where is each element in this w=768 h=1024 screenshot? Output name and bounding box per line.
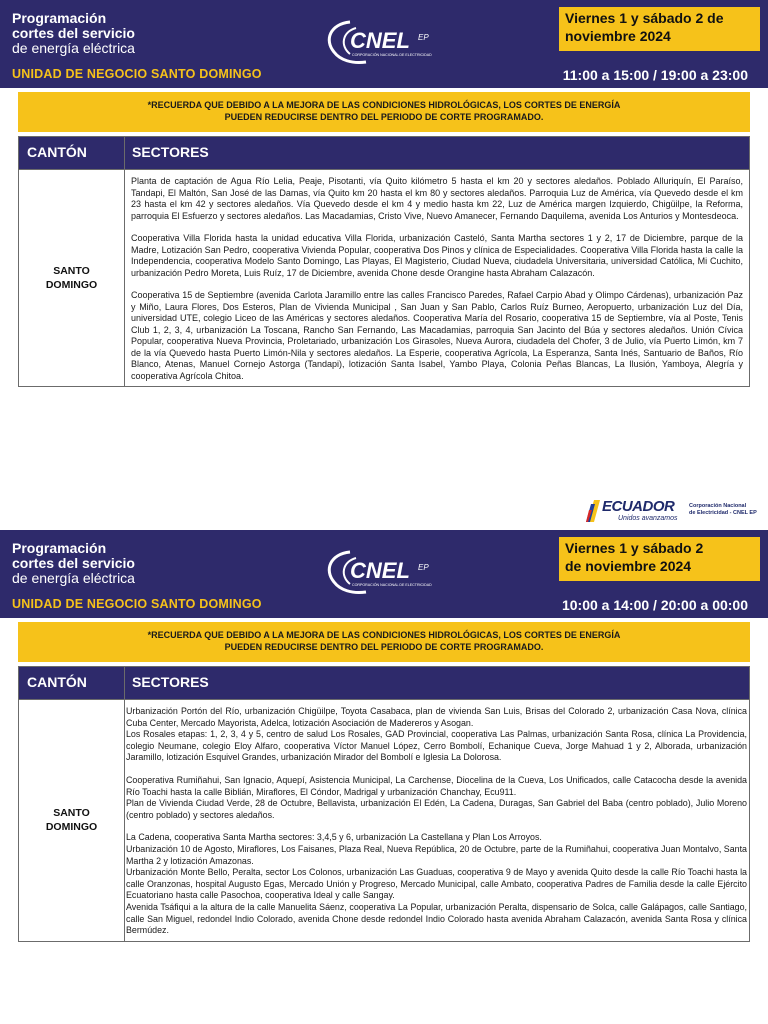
title-line-2: cortes del servicio: [12, 25, 135, 41]
sectors-header: SECTORES: [132, 144, 209, 160]
canton-cell: [19, 700, 125, 941]
header-title: [12, 541, 135, 586]
table-row: [19, 170, 749, 386]
ecuador-logo: [584, 496, 760, 526]
notice-line-2: PUEDEN REDUCIRSE DENTRO DEL PERIODO DE CORTE PROGRAMADO.: [224, 642, 544, 652]
date-line-2: de noviembre 2024: [565, 558, 692, 574]
notice-banner: [18, 92, 750, 132]
canton-header: CANTÓN: [27, 674, 87, 690]
time-range: 11:00 a 15:00 / 19:00 a 23:00: [562, 67, 748, 83]
header-title: [12, 11, 135, 56]
sector-paragraph: Cooperativa Rumiñahui, San Ignacio, Aquepí, Asistencia Municipal, La Carchense, Diocelina de la Cueva, Los Unificados, calle Catacocha desde la avenida Río Toachi hasta la calle Biblián, Miraflores, El Cóndor, Madrigal y urbanización Chanchay, Ecu911.: [126, 774, 747, 797]
corp-name: [689, 503, 757, 517]
corp-line-1: Corporación Nacional: [689, 503, 747, 509]
logo-text: CNEL: [350, 558, 410, 583]
canton-header: CANTÓN: [27, 144, 87, 160]
business-unit-label: UNIDAD DE NEGOCIO SANTO DOMINGO: [12, 67, 262, 81]
date-line-1: Viernes 1 y sábado 2 de: [565, 10, 724, 26]
canton-line-2: DOMINGO: [45, 821, 98, 834]
table-header: [19, 667, 749, 700]
logo-suffix: EP: [418, 563, 429, 572]
sector-paragraph: Plan de Vivienda Ciudad Verde, 28 de Octubre, Bellavista, urbanización El Edén, La Cadena, Duragas, San Gabriel del Baba (centro poblado), Julio Moreno (centro poblado) y sectores aledaños.: [126, 798, 747, 820]
sector-paragraph: Planta de captación de Agua Río Lelia, Peaje, Pisotanti, vía Quito kilómetro 5 hasta el km 20 y sectores aledaños. Poblado Alluriquín, El Paraíso, Tandapi, El Maltón, San José de las Damas, vía Quito km 20 hasta el km 80 y sectores aledaños. Parroquia Luz de América, vía Quevedo desde el km 23 hasta el km 42 y sectores aledaños. Vía Quevedo desde el km 4 y medio hasta km 22, Luz de América margen Izquierdo, Chigüilpe, la Reforma, parroquia El Esfuerzo y sectores aledaños. Las Macadamias, Cristo Vive, Nuevo Amanecer, Fernando Daquilema, avenida Los Anturios y Montesdeoca.: [131, 176, 743, 221]
table-row: [19, 700, 749, 941]
sectors-cell: [125, 170, 749, 386]
ecuador-brand: ECUADOR: [602, 498, 675, 515]
notice-line-1: *RECUERDA QUE DEBIDO A LA MEJORA DE LAS CONDICIONES HIDROLÓGICAS, LOS CORTES DE ENERGÍA: [147, 630, 621, 640]
title-line-3: de energía eléctrica: [12, 40, 135, 56]
sector-paragraph: Urbanización Portón del Río, urbanización Chigüilpe, Toyota Casabaca, plan de vivienda San Luis, Brisas del Colorado 2, urbanización Casa Nova, clínica Cuba Center, Mercado Mayorista, Adelca, lotización Asociación de Madereros y Asogan.: [126, 706, 747, 728]
date-line-1: Viernes 1 y sábado 2: [565, 540, 704, 556]
title-line-1: Programación: [12, 10, 107, 26]
sector-paragraph: Los Rosales etapas: 1, 2, 3, 4 y 5, centro de salud Los Rosales, GAD Provincial, cooperativa Las Palmas, urbanización Santa Rosa, clínica La Providencia, colegio Neumane, colegio Eloy Alfaro, cooperativa Víctor Manuel López, Cerro Bombolí, Echanique Cueva, Jorge Mahuad 1 y 2, Alborada, urbanización Jaramillo, lotización Esquivel Grandes, urbanización Mirador del Bombolí e Iglesia La Dolorosa.: [126, 729, 747, 763]
corp-line-2: de Electricidad - CNEL EP: [689, 510, 757, 516]
notice-banner: [18, 622, 750, 662]
logo-tagline: CORPORACIÓN NACIONAL DE ELECTRICIDAD: [352, 53, 432, 57]
canton-line-1: SANTO: [53, 265, 90, 277]
sector-paragraph: Cooperativa 15 de Septiembre (avenida Carlota Jaramillo entre las calles Francisco Paredes, Rafael Carpio Abad y Olimpo Cárdenas), urbanización Paz y Miño, Laura Flores, Dos Esteros, Plan de Vivienda Municipal , San Juan y San Pablo, Carlos Ruíz Burneo, Aeropuerto, urbanización Luz del Día, universidad UTE, colegio Liceo de las Américas y sectores aledaños. Cooperativa María del Rosario, cooperativa 15 de Septiembre, vía al Poste, Tenis Club 1, 2, 3, 4, urbanización La Toscana, Rancho San Fernando, Las Macadamias, parroquia San Jacinto del Búa y sectores aledaños. Unión Cívica Popular, cooperativa Nueva Provincia, Proletariado, urbanización Los Girasoles, Nueva Aurora, ciudadela del Chofer, 3 de Julio, vía Puerto Limón, km 7 de la vía Quevedo hasta Puerto Limón-Nila y sectores aledaños. La Esperie, cooperativa Agrícola, La Esperanza, Santa Inés, Santuario de Baños, Río Blanco, Atenas, Manuel Cornejo Astorga (Tandapi), lotización Santa Isabel, Yambo Playa, Colonia Peñas Blancas, La Ilusión, Yamboya, Alegría y cooperativa Agrícola Chitoa.: [131, 290, 743, 381]
sector-paragraph: Avenida Tsáfiqui a la altura de la calle Manuelita Sáenz, cooperativa La Popular, urbanización Peralta, dispensario de Solca, calle Galápagos, calle Santiago, calle San Miguel, redondel Indio Colorado, avenida Chone desde redondel Indio Colorado hasta avenida Abraham Calazacón, avenida Santa Rosa y clínica Bermúdez.: [126, 901, 747, 936]
sector-paragraph: Urbanización 10 de Agosto, Miraflores, Los Faisanes, Plaza Real, Nueva República, 20 de Octubre, parte de la Rumiñahui, cooperativa Juan Montalvo, Santa Martha 2 y lotización Amazonas.: [126, 843, 747, 866]
cnel-logo: [322, 548, 452, 596]
canton-cell: [19, 170, 125, 386]
header-banner: [0, 0, 768, 88]
sector-paragraph: Cooperativa Villa Florida hasta la unidad educativa Villa Florida, urbanización Casteló, Santa Martha sectores 1 y 2, 17 de Diciembre, parque de la Madre, Lotización San Pedro, cooperativa Vivienda Popular, cooperativa Dos Pinos y clínica de Especialidades. Cooperativa Villa Florida hasta la calle la Independencia, cooperativa Modelo Santo Domingo, Las Playas, El Magisterio, Ciudad Nueva, ciudadela Universitaria, universidad Católica, Mi Cuchito, urbanización Pedro Moreta, Luis Ruíz, 17 de Diciembre, avenida Chone desde Orangine hasta Abraham Calazacón.: [131, 233, 743, 278]
sectors-header: SECTORES: [132, 674, 209, 690]
notice-line-2: PUEDEN REDUCIRSE DENTRO DEL PERIODO DE CORTE PROGRAMADO.: [224, 112, 544, 122]
title-line-3: de energía eléctrica: [12, 570, 135, 586]
date-box: [559, 537, 760, 581]
header-banner: [0, 530, 768, 618]
ecuador-slogan: Unidos avanzamos: [618, 515, 678, 522]
time-range: 10:00 a 14:00 / 20:00 a 00:00: [561, 597, 748, 613]
title-line-2: cortes del servicio: [12, 555, 135, 571]
business-unit-label: UNIDAD DE NEGOCIO SANTO DOMINGO: [12, 597, 262, 611]
sector-paragraph: Urbanización Monte Bello, Peralta, sector Los Colonos, urbanización Las Guaduas, cooperativa 9 de Mayo y avenida Quito desde la calle Río Toachi hasta la calle Oranzonas, hospital Augusto Egas, Mercado Unión y Progreso, Mercado Municipal, calle Ambato, cooperativa Padres de Familia desde la calle Ejército Ecuatoriano hasta calle Pasochoa, cooperativa Ideal y calle Sangay.: [126, 867, 747, 901]
notice-line-1: *RECUERDA QUE DEBIDO A LA MEJORA DE LAS CONDICIONES HIDROLÓGICAS, LOS CORTES DE ENERGÍA: [147, 100, 621, 110]
sector-paragraph: La Cadena, cooperativa Santa Martha sectores: 3,4,5 y 6, urbanización La Castellana y Plan Los Arroyos.: [126, 832, 542, 843]
cnel-logo: [322, 18, 452, 66]
canton-line-1: SANTO: [53, 807, 90, 820]
flag-stripe-icon: [586, 500, 600, 522]
sectors-table: [18, 666, 750, 942]
table-header: [19, 137, 749, 170]
date-line-2: noviembre 2024: [565, 28, 671, 44]
sectors-table: [18, 136, 750, 387]
sectors-cell: [125, 700, 749, 941]
title-line-1: Programación: [12, 540, 107, 556]
logo-suffix: EP: [418, 33, 429, 42]
logo-tagline: CORPORACIÓN NACIONAL DE ELECTRICIDAD: [352, 583, 432, 587]
logo-text: CNEL: [350, 28, 410, 53]
date-box: [559, 7, 760, 51]
canton-line-2: DOMINGO: [45, 279, 98, 291]
